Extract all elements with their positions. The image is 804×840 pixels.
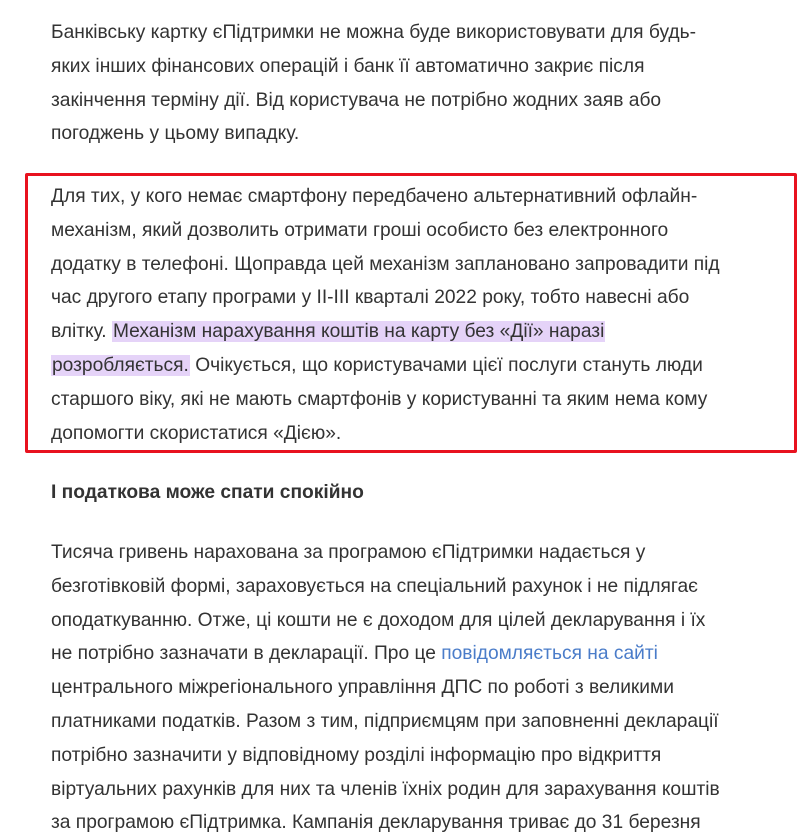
paragraph-line: платниками податків. Разом з тим, підприємцям при заповненні декларації <box>51 710 719 732</box>
paragraph-line: за програмою єПідтримка. Кампанія декларування триває до 31 березня <box>51 812 701 834</box>
paragraph-line: Тисяча гривень нарахована за програмою єПідтримки надається у <box>51 542 646 563</box>
paragraph-line: додатку в телефоні. Щоправда цей механізм заплановано запровадити під <box>51 253 720 275</box>
paragraph-line: Для тих, у кого немає смартфону передбачено альтернативний офлайн- <box>51 186 698 207</box>
paragraph-card-closure <box>51 16 771 151</box>
paragraph-line: центрального міжрегіонального управління ДПС по роботі з великими <box>51 677 674 699</box>
paragraph-line: яких інших фінансових операцій і банк її автоматично закриє після <box>51 55 645 77</box>
paragraph-line: потрібно зазначити у відповідному розділі інформацію про відкриття <box>51 744 662 766</box>
paragraph-text: влітку. <box>51 321 112 343</box>
paragraph-line: механізм, який дозволить отримати гроші особисто без електронного <box>51 219 669 241</box>
highlighted-text: Механізм нарахування коштів на карту без «Дії» наразі <box>112 321 605 343</box>
paragraph-line: безготівковій формі, зараховується на спеціальний рахунок і не підлягає <box>51 575 698 597</box>
paragraph-line: старшого віку, які не мають смартфонів у користуванні та яким нема кому <box>51 388 708 410</box>
paragraph-offline-mechanism <box>51 180 771 450</box>
paragraph-line <box>51 637 771 671</box>
paragraph-line: віртуальних рахунків для них та членів їхніх родин для зарахування коштів <box>51 778 720 800</box>
paragraph-line: допомогти скористатися «Дією». <box>51 422 342 444</box>
paragraph-taxation <box>51 536 771 840</box>
tax-service-link[interactable]: повідомляється на сайті <box>441 643 658 665</box>
paragraph-line: Банківську картку єПідтримки не можна буде використовувати для будь- <box>51 22 696 43</box>
highlighted-text: розробляється. <box>52 354 189 376</box>
paragraph-line: оподаткуванню. Отже, ці кошти не є доходом для цілей декларування і їх <box>51 609 706 631</box>
paragraph-text: не потрібно зазначати в декларації. Про це <box>51 643 442 665</box>
paragraph-line: час другого етапу програми у ІІ-ІІІ кварталі 2022 року, тобто навесні або <box>51 287 690 309</box>
paragraph-line: закінчення терміну дії. Від користувача не потрібно жодних заяв або <box>51 89 662 111</box>
paragraph-line <box>51 315 771 349</box>
paragraph-text: Очікується, що користувачами цієї послуги стануть люди <box>189 354 703 376</box>
paragraph-line <box>51 349 771 383</box>
section-heading: І податкова може спати спокійно <box>51 482 364 503</box>
paragraph-line: погоджень у цьому випадку. <box>51 123 300 145</box>
